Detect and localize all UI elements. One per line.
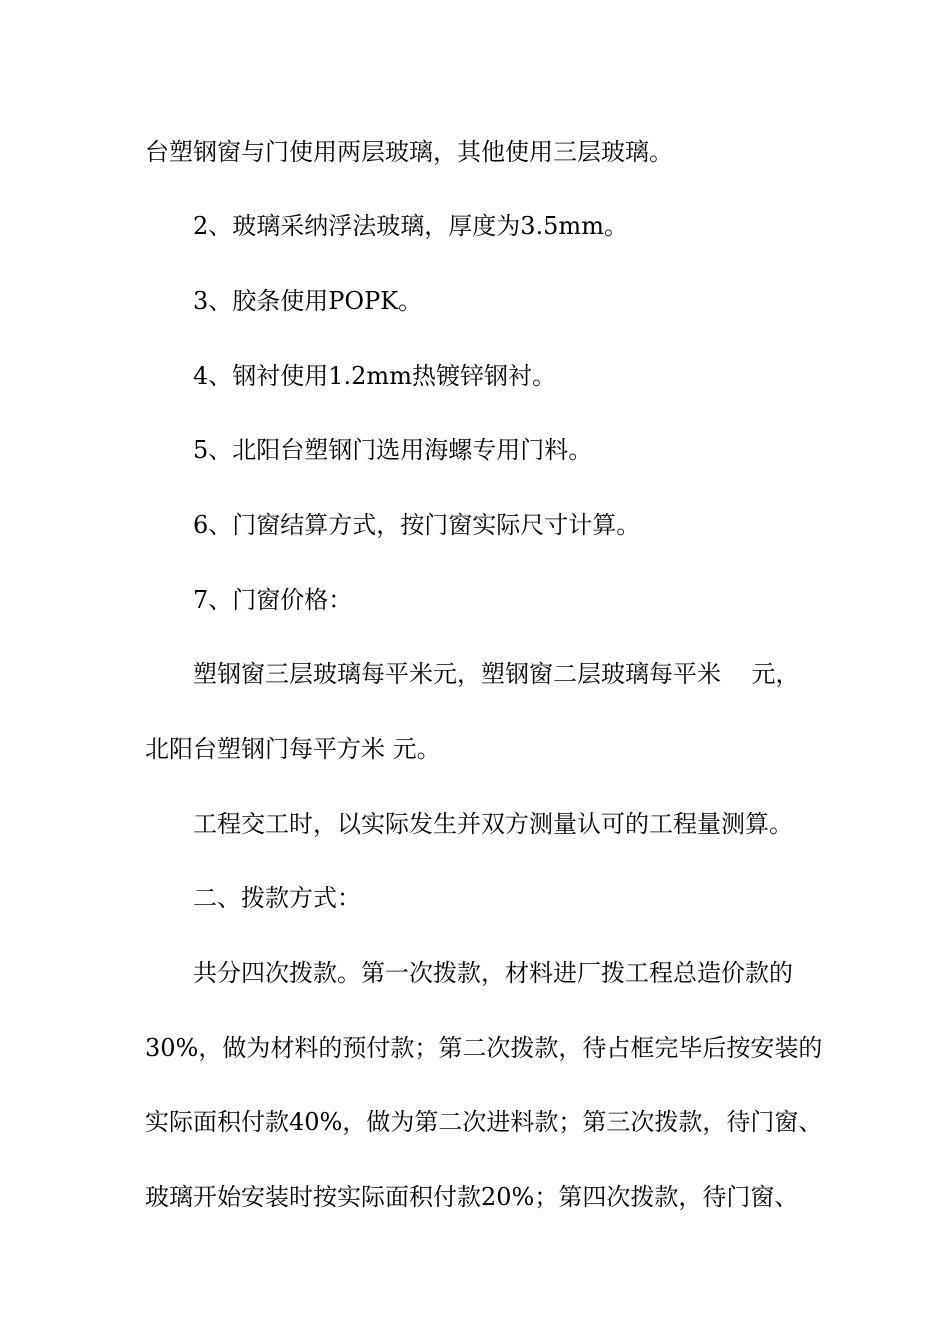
list-item-glass: 2、玻璃采纳浮法玻璃，厚度为3.5mm。 — [193, 212, 628, 240]
paragraph-line: 塑钢窗三层玻璃每平米元，塑钢窗二层玻璃每平米 元， — [193, 660, 800, 688]
paragraph-line: 共分四次拨款。第一次拨款，材料进厂拨工程总造价款的 — [193, 959, 793, 987]
paragraph-line: 30%，做为材料的预付款；第二次拨款，待占框完毕后按安装的 — [145, 1034, 823, 1062]
list-item-balcony-door: 5、北阳台塑钢门选用海螺专用门料。 — [193, 436, 593, 464]
section-heading-payment: 二、拨款方式： — [193, 884, 361, 912]
list-item-steel-lining: 4、钢衬使用1.2mm热镀锌钢衬。 — [193, 362, 556, 390]
paragraph-line: 北阳台塑钢门每平方米 元。 — [145, 735, 441, 763]
list-item-settlement: 6、门窗结算方式，按门窗实际尺寸计算。 — [193, 511, 641, 539]
paragraph-line: 台塑钢窗与门使用两层玻璃，其他使用三层玻璃。 — [145, 138, 673, 166]
paragraph-line: 工程交工时，以实际发生并双方测量认可的工程量测算。 — [193, 810, 793, 838]
paragraph-line: 实际面积付款40%，做为第二次进料款；第三次拨款，待门窗、 — [145, 1108, 823, 1136]
paragraph-line: 玻璃开始安装时按实际面积付款20%；第四次拨款，待门窗、 — [145, 1183, 799, 1211]
list-item-seal-strip: 3、胶条使用POPK。 — [193, 287, 423, 315]
list-item-price-heading: 7、门窗价格： — [193, 586, 353, 614]
